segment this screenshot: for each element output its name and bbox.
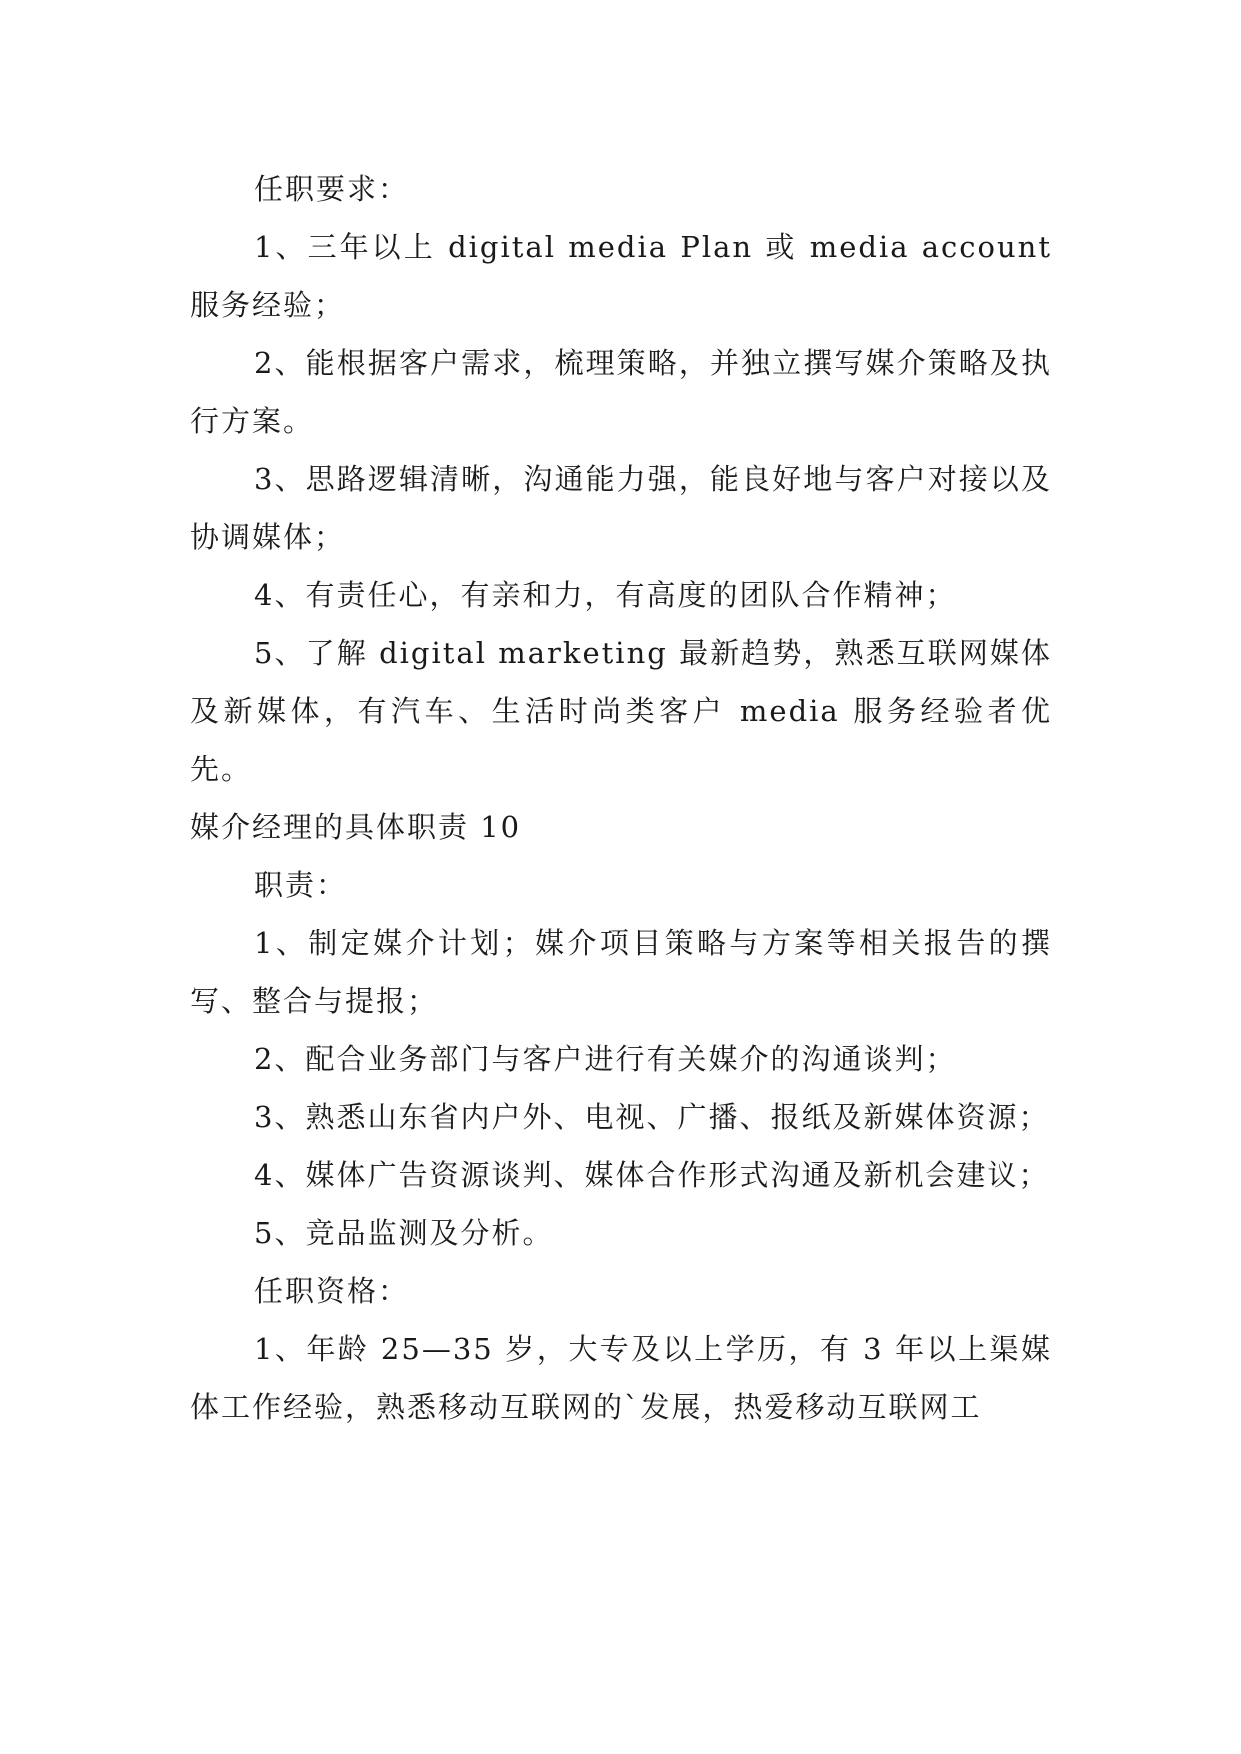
requirement-item: 5、了解 digital marketing 最新趋势，熟悉互联网媒体及新媒体，有汽车、生活时尚类客户 media 服务经验者优先。: [190, 636, 1052, 786]
requirement-item: 3、思路逻辑清晰，沟通能力强，能良好地与客户对接以及协调媒体；: [190, 462, 1052, 554]
duty-item: 5、竞品监测及分析。: [254, 1216, 554, 1250]
requirement-item: 1、三年以上 digital media Plan 或 media account 服务经验；: [190, 230, 1052, 322]
requirement-item: 2、能根据客户需求，梳理策略，并独立撰写媒介策略及执行方案。: [190, 346, 1052, 438]
duty-item: 4、媒体广告资源谈判、媒体合作形式沟通及新机会建议；: [254, 1158, 1050, 1192]
document-body: [190, 160, 1052, 1436]
qualifications-heading: 任职资格：: [254, 1274, 410, 1308]
section-title: 媒介经理的具体职责 10: [190, 810, 522, 844]
requirements-heading: 任职要求：: [254, 172, 410, 206]
duties-heading: 职责：: [254, 868, 348, 902]
duty-item: 3、熟悉山东省内户外、电视、广播、报纸及新媒体资源；: [254, 1100, 1050, 1134]
requirement-item: 4、有责任心，有亲和力，有高度的团队合作精神；: [254, 578, 957, 612]
qualification-item: 1、年龄 25—35 岁，大专及以上学历，有 3 年以上渠媒体工作经验，熟悉移动互联网的`发展，热爱移动互联网工: [190, 1332, 1052, 1424]
duty-item: 2、配合业务部门与客户进行有关媒介的沟通谈判；: [254, 1042, 957, 1076]
duty-item: 1、制定媒介计划；媒介项目策略与方案等相关报告的撰写、整合与提报；: [190, 926, 1052, 1018]
